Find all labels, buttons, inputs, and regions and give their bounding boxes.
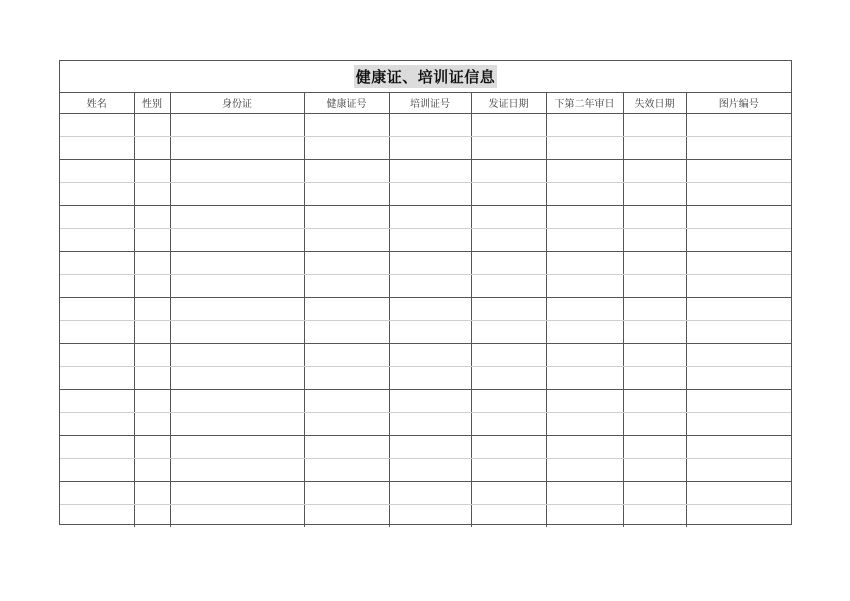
column-header-next-review-date: 下第二年审日: [546, 93, 623, 113]
table-cell[interactable]: [623, 159, 686, 182]
table-cell[interactable]: [134, 159, 170, 182]
table-cell[interactable]: [546, 435, 623, 458]
table-cell[interactable]: [304, 159, 389, 182]
table-cell[interactable]: [304, 366, 389, 389]
table-row: [60, 458, 791, 481]
table-cell[interactable]: [170, 504, 304, 527]
table-cell[interactable]: [546, 412, 623, 435]
table-row: [60, 297, 791, 320]
table-cell[interactable]: [623, 251, 686, 274]
table-cell[interactable]: [170, 412, 304, 435]
table-cell[interactable]: [546, 389, 623, 412]
column-header-name: 姓名: [60, 93, 134, 113]
column-header-health-cert-no: 健康证号: [304, 93, 389, 113]
table-cell[interactable]: [389, 228, 471, 251]
table-cell[interactable]: [389, 113, 471, 136]
table-cell[interactable]: [304, 182, 389, 205]
table-cell[interactable]: [60, 343, 134, 366]
table-cell[interactable]: [686, 274, 791, 297]
table-cell[interactable]: [471, 435, 546, 458]
table-cell[interactable]: [686, 320, 791, 343]
table-cell[interactable]: [60, 274, 134, 297]
table-cell[interactable]: [134, 412, 170, 435]
table-cell[interactable]: [623, 274, 686, 297]
table-cell[interactable]: [134, 136, 170, 159]
table-cell[interactable]: [623, 458, 686, 481]
table-cell[interactable]: [60, 205, 134, 228]
table-cell[interactable]: [389, 320, 471, 343]
table-cell[interactable]: [60, 412, 134, 435]
table-cell[interactable]: [546, 205, 623, 228]
table-cell[interactable]: [471, 136, 546, 159]
table-cell[interactable]: [623, 182, 686, 205]
table-cell[interactable]: [471, 320, 546, 343]
table-cell[interactable]: [686, 412, 791, 435]
table-cell[interactable]: [471, 205, 546, 228]
table-cell[interactable]: [686, 205, 791, 228]
column-header-expiry-date: 失效日期: [623, 93, 686, 113]
column-header-training-cert-no: 培训证号: [389, 93, 471, 113]
table-cell[interactable]: [60, 366, 134, 389]
table-cell[interactable]: [170, 205, 304, 228]
table-cell[interactable]: [134, 113, 170, 136]
table-cell[interactable]: [134, 274, 170, 297]
table-cell[interactable]: [686, 481, 791, 504]
table-cell[interactable]: [389, 251, 471, 274]
table-cell[interactable]: [623, 504, 686, 527]
table-cell[interactable]: [170, 182, 304, 205]
table-row: [60, 113, 791, 136]
table-row: [60, 435, 791, 458]
table-cell[interactable]: [170, 343, 304, 366]
table-cell[interactable]: [686, 228, 791, 251]
table-cell[interactable]: [471, 458, 546, 481]
table-cell[interactable]: [389, 159, 471, 182]
table-cell[interactable]: [304, 320, 389, 343]
table-cell[interactable]: [623, 228, 686, 251]
form-title: 健康证、培训证信息: [354, 65, 498, 88]
column-header-photo-no: 图片编号: [686, 93, 791, 113]
table-cell[interactable]: [170, 159, 304, 182]
table-cell[interactable]: [134, 481, 170, 504]
table-cell[interactable]: [60, 320, 134, 343]
table-cell[interactable]: [304, 274, 389, 297]
table-cell[interactable]: [60, 228, 134, 251]
table-cell[interactable]: [134, 205, 170, 228]
table-cell[interactable]: [623, 136, 686, 159]
table-cell[interactable]: [389, 182, 471, 205]
table-cell[interactable]: [134, 504, 170, 527]
table-cell[interactable]: [471, 343, 546, 366]
table-cell[interactable]: [389, 389, 471, 412]
table-cell[interactable]: [60, 435, 134, 458]
table-cell[interactable]: [546, 458, 623, 481]
table-cell[interactable]: [134, 458, 170, 481]
table-cell[interactable]: [686, 136, 791, 159]
table-row: [60, 320, 791, 343]
table-cell[interactable]: [170, 113, 304, 136]
table-cell[interactable]: [60, 297, 134, 320]
table-cell[interactable]: [686, 251, 791, 274]
table-cell[interactable]: [546, 113, 623, 136]
table-cell[interactable]: [389, 297, 471, 320]
table-cell[interactable]: [686, 343, 791, 366]
table-row: [60, 251, 791, 274]
table-cell[interactable]: [60, 458, 134, 481]
header-row: [60, 93, 791, 113]
table-cell[interactable]: [304, 343, 389, 366]
table-cell[interactable]: [134, 435, 170, 458]
table-cell[interactable]: [686, 458, 791, 481]
table-cell[interactable]: [304, 504, 389, 527]
table-cell[interactable]: [471, 412, 546, 435]
table-cell[interactable]: [471, 274, 546, 297]
table-cell[interactable]: [546, 182, 623, 205]
table-row: [60, 412, 791, 435]
table-cell[interactable]: [170, 389, 304, 412]
table-cell[interactable]: [546, 481, 623, 504]
table-cell[interactable]: [134, 228, 170, 251]
table-cell[interactable]: [134, 182, 170, 205]
table-cell[interactable]: [686, 435, 791, 458]
table-cell[interactable]: [546, 136, 623, 159]
table-cell[interactable]: [60, 113, 134, 136]
table-cell[interactable]: [686, 389, 791, 412]
table-cell[interactable]: [304, 228, 389, 251]
table-cell[interactable]: [686, 182, 791, 205]
table-cell[interactable]: [471, 366, 546, 389]
table-cell[interactable]: [134, 320, 170, 343]
table-cell[interactable]: [389, 481, 471, 504]
table-cell[interactable]: [623, 343, 686, 366]
table-cell[interactable]: [471, 481, 546, 504]
table-cell[interactable]: [686, 504, 791, 527]
table-cell[interactable]: [134, 343, 170, 366]
column-header-gender: 性别: [134, 93, 170, 113]
table-cell[interactable]: [686, 113, 791, 136]
table-row: [60, 481, 791, 504]
table-cell[interactable]: [60, 251, 134, 274]
table-cell[interactable]: [623, 481, 686, 504]
table-cell[interactable]: [389, 366, 471, 389]
table-cell[interactable]: [471, 251, 546, 274]
table-cell[interactable]: [623, 113, 686, 136]
table-cell[interactable]: [471, 182, 546, 205]
table-cell[interactable]: [546, 228, 623, 251]
table-cell[interactable]: [471, 297, 546, 320]
table-cell[interactable]: [546, 504, 623, 527]
table-cell[interactable]: [60, 159, 134, 182]
column-header-id-card: 身份证: [170, 93, 304, 113]
table-row: [60, 205, 791, 228]
table-cell[interactable]: [304, 297, 389, 320]
table-cell[interactable]: [389, 343, 471, 366]
table-cell[interactable]: [60, 389, 134, 412]
table-row: [60, 389, 791, 412]
table-cell[interactable]: [170, 458, 304, 481]
table-cell[interactable]: [134, 389, 170, 412]
table-cell[interactable]: [170, 228, 304, 251]
table-cell[interactable]: [134, 251, 170, 274]
table-cell[interactable]: [304, 113, 389, 136]
table-cell[interactable]: [546, 297, 623, 320]
table-cell[interactable]: [623, 205, 686, 228]
table-cell[interactable]: [623, 366, 686, 389]
table-cell[interactable]: [170, 481, 304, 504]
table-cell[interactable]: [304, 251, 389, 274]
table-cell[interactable]: [60, 136, 134, 159]
table-cell[interactable]: [304, 205, 389, 228]
table-cell[interactable]: [389, 458, 471, 481]
table-cell[interactable]: [471, 228, 546, 251]
table-row: [60, 366, 791, 389]
table-cell[interactable]: [471, 389, 546, 412]
table-cell[interactable]: [623, 412, 686, 435]
table-cell[interactable]: [170, 274, 304, 297]
form-sheet: [59, 60, 792, 525]
table-cell[interactable]: [623, 297, 686, 320]
table-cell[interactable]: [60, 182, 134, 205]
table-cell[interactable]: [546, 274, 623, 297]
table-cell[interactable]: [389, 435, 471, 458]
table-cell[interactable]: [304, 136, 389, 159]
table-cell[interactable]: [623, 320, 686, 343]
table-cell[interactable]: [60, 481, 134, 504]
table-cell[interactable]: [546, 366, 623, 389]
table-cell[interactable]: [170, 320, 304, 343]
table-cell[interactable]: [304, 481, 389, 504]
table-row: [60, 274, 791, 297]
table-cell[interactable]: [686, 366, 791, 389]
info-table: [60, 93, 791, 527]
table-row: [60, 504, 791, 527]
table-cell[interactable]: [389, 274, 471, 297]
table-cell[interactable]: [471, 113, 546, 136]
table-cell[interactable]: [471, 159, 546, 182]
table-cell[interactable]: [389, 412, 471, 435]
table-cell[interactable]: [304, 435, 389, 458]
table-row: [60, 343, 791, 366]
table-cell[interactable]: [389, 205, 471, 228]
table-row: [60, 182, 791, 205]
table-cell[interactable]: [170, 435, 304, 458]
table-row: [60, 136, 791, 159]
table-cell[interactable]: [546, 320, 623, 343]
table-cell[interactable]: [304, 458, 389, 481]
table-cell[interactable]: [546, 343, 623, 366]
table-cell[interactable]: [304, 412, 389, 435]
table-cell[interactable]: [170, 251, 304, 274]
table-cell[interactable]: [134, 366, 170, 389]
table-cell[interactable]: [389, 504, 471, 527]
table-cell[interactable]: [471, 504, 546, 527]
table-cell[interactable]: [546, 251, 623, 274]
table-cell[interactable]: [170, 297, 304, 320]
table-cell[interactable]: [134, 297, 170, 320]
table-cell[interactable]: [304, 389, 389, 412]
table-row: [60, 159, 791, 182]
table-cell[interactable]: [686, 297, 791, 320]
table-cell[interactable]: [686, 159, 791, 182]
column-header-issue-date: 发证日期: [471, 93, 546, 113]
table-cell[interactable]: [60, 504, 134, 527]
table-cell[interactable]: [170, 366, 304, 389]
table-row: [60, 228, 791, 251]
table-cell[interactable]: [623, 389, 686, 412]
title-row: [60, 61, 791, 93]
table-body: [60, 113, 791, 527]
table-cell[interactable]: [546, 159, 623, 182]
table-cell[interactable]: [389, 136, 471, 159]
table-cell[interactable]: [170, 136, 304, 159]
table-cell[interactable]: [623, 435, 686, 458]
